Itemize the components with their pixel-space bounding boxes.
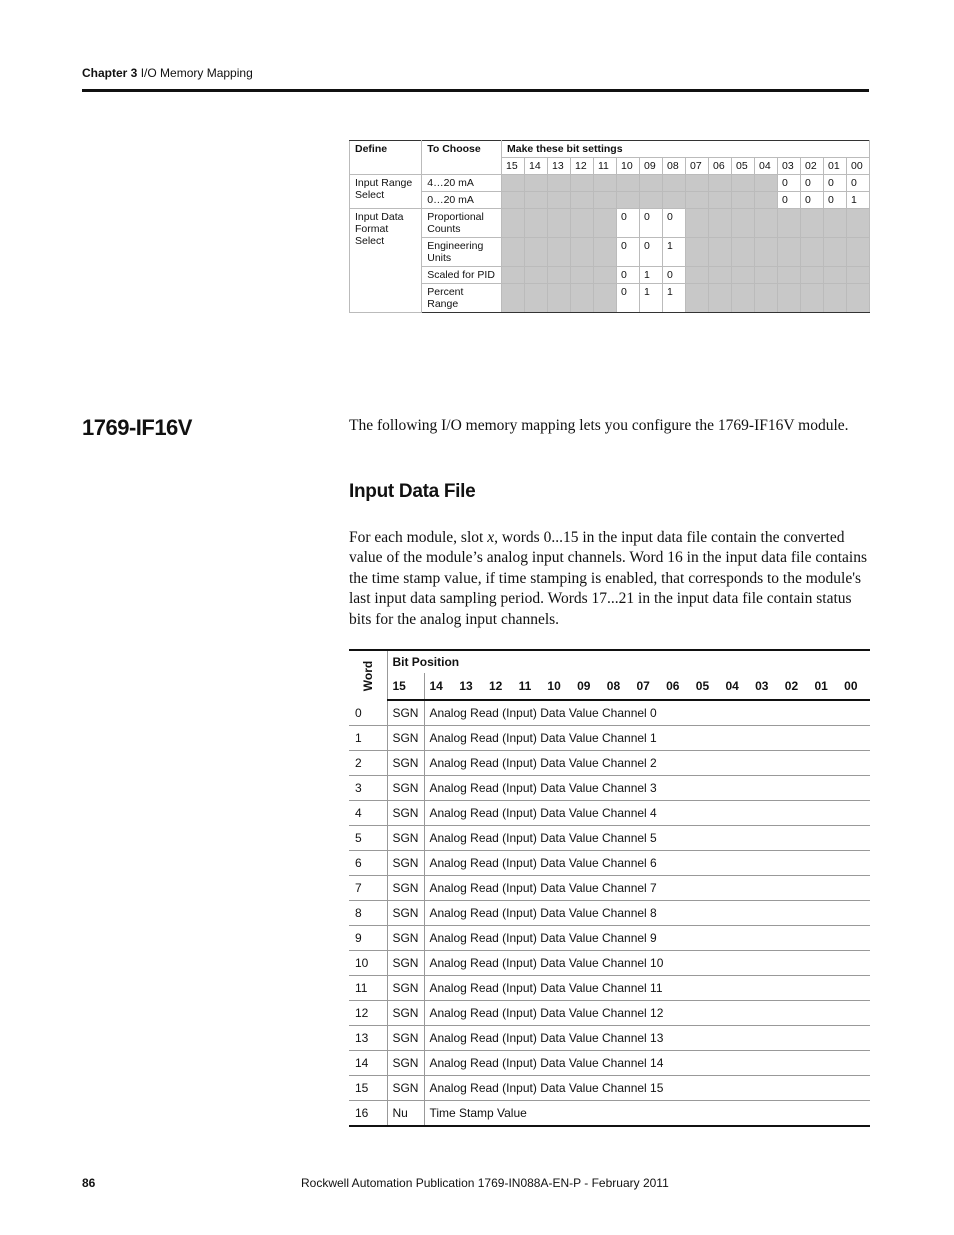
bit-cell: [755, 267, 778, 284]
bit-cell: 0: [617, 238, 640, 267]
word-cell: 7: [349, 876, 388, 901]
bit-cell: [686, 267, 709, 284]
header-rule: [82, 89, 869, 92]
description-cell: Analog Read (Input) Data Value Channel 12: [425, 1001, 870, 1026]
bit-cell: [847, 238, 870, 267]
bit15-cell: SGN: [388, 851, 425, 876]
table-row: [349, 776, 870, 801]
bit-cell: [709, 192, 732, 209]
table-row: [349, 901, 870, 926]
page-number: 86: [82, 1176, 96, 1190]
table2-bit-label-row: [349, 673, 870, 700]
table-row: [349, 951, 870, 976]
bit-cell: [755, 192, 778, 209]
bit-cell: [640, 175, 663, 192]
bit-cell: [571, 175, 594, 192]
bit-cell: [548, 267, 571, 284]
bit15-cell: Nu: [388, 1101, 425, 1127]
bit-cell: 0: [663, 209, 686, 238]
bit-cell: [732, 209, 755, 238]
bit-label: 04: [755, 158, 778, 175]
bit-cell: [824, 284, 847, 313]
bit-label: 12: [571, 158, 594, 175]
description-cell: Analog Read (Input) Data Value Channel 8: [425, 901, 870, 926]
description-cell: Analog Read (Input) Data Value Channel 6: [425, 851, 870, 876]
bit-cell: [571, 209, 594, 238]
bit-cell: [709, 238, 732, 267]
bit-cell: [801, 284, 824, 313]
bit-cell: [709, 175, 732, 192]
bit-label: 02: [781, 673, 811, 700]
choose-cell: Proportional Counts: [422, 209, 502, 238]
bit-cell: [502, 192, 525, 209]
bit-cell: [594, 267, 617, 284]
bit-cell: 0: [617, 209, 640, 238]
word-header: [349, 650, 388, 700]
table-row: [349, 876, 870, 901]
bit-cell: [755, 209, 778, 238]
bit-cell: [548, 209, 571, 238]
bit-cell: [709, 267, 732, 284]
bit-cell: [571, 238, 594, 267]
bit-cell: 0: [617, 284, 640, 313]
description-cell: Analog Read (Input) Data Value Channel 0: [425, 700, 870, 726]
bit15-cell: SGN: [388, 901, 425, 926]
bit15-cell: SGN: [388, 976, 425, 1001]
bit-label: 03: [751, 673, 781, 700]
bit-cell: [571, 267, 594, 284]
word-cell: 10: [349, 951, 388, 976]
table1-row: [350, 192, 870, 209]
bit-cell: 1: [640, 267, 663, 284]
bit-cell: [686, 175, 709, 192]
bit-label: 10: [617, 158, 640, 175]
word-cell: 14: [349, 1051, 388, 1076]
table-row: [349, 976, 870, 1001]
bit-cell: 1: [663, 238, 686, 267]
bit-cell: [617, 175, 640, 192]
bit-cell: 0: [824, 192, 847, 209]
bit-cell: [502, 267, 525, 284]
publication-info: Rockwell Automation Publication 1769-IN088A-EN-P - February 2011: [301, 1176, 669, 1190]
bit-cell: 0: [640, 238, 663, 267]
chapter-label: Chapter 3: [82, 66, 138, 80]
description-cell: Analog Read (Input) Data Value Channel 4: [425, 801, 870, 826]
bit-label: 07: [686, 158, 709, 175]
bit-label: 05: [692, 673, 722, 700]
bit-cell: [709, 284, 732, 313]
bit-cell: [778, 284, 801, 313]
bit-settings-header: Make these bit settings: [502, 141, 870, 158]
table1-header-row: [350, 141, 870, 158]
bit-cell: [594, 175, 617, 192]
bit-cell: 0: [778, 192, 801, 209]
bit-cell: [778, 238, 801, 267]
bit15-cell: SGN: [388, 776, 425, 801]
bit15-cell: SGN: [388, 726, 425, 751]
word-cell: 16: [349, 1101, 388, 1127]
bit-cell: [571, 284, 594, 313]
word-cell: 8: [349, 901, 388, 926]
bit-cell: 0: [824, 175, 847, 192]
bit-cell: 0: [801, 192, 824, 209]
description-cell: Analog Read (Input) Data Value Channel 10: [425, 951, 870, 976]
bit-cell: [847, 267, 870, 284]
bit-cell: 1: [640, 284, 663, 313]
bit-cell: [732, 284, 755, 313]
bit15-cell: SGN: [388, 700, 425, 726]
word-header-label: Word: [361, 660, 376, 691]
description-cell: Analog Read (Input) Data Value Channel 1: [425, 726, 870, 751]
chapter-title: I/O Memory Mapping: [140, 66, 253, 80]
word-cell: 2: [349, 751, 388, 776]
bit-settings-table: [349, 140, 870, 313]
bit15-cell: SGN: [388, 876, 425, 901]
bit-cell: [755, 175, 778, 192]
bit-cell: [686, 238, 709, 267]
bit-cell: [778, 209, 801, 238]
bit-cell: 0: [617, 267, 640, 284]
bit-cell: [525, 284, 548, 313]
bit-label: 15: [388, 673, 425, 700]
bit-label: 06: [662, 673, 692, 700]
bit-cell: [686, 209, 709, 238]
para-slot-variable: x: [487, 529, 495, 546]
bit-cell: [525, 175, 548, 192]
bit-cell: [525, 192, 548, 209]
bit-cell: [801, 238, 824, 267]
define-cell: Input Range Select: [350, 175, 422, 209]
table-row: [349, 1026, 870, 1051]
table-row: [349, 1051, 870, 1076]
bit-label: 01: [824, 158, 847, 175]
bit-cell: [525, 238, 548, 267]
bit-cell: [640, 192, 663, 209]
choose-cell: 4…20 mA: [422, 175, 502, 192]
word-cell: 9: [349, 926, 388, 951]
section-intro: The following I/O memory mapping lets you configure the 1769-IF16V module.: [349, 417, 849, 434]
bit-label: 09: [573, 673, 603, 700]
bit-cell: 1: [847, 192, 870, 209]
bit-cell: [502, 284, 525, 313]
description-cell: Analog Read (Input) Data Value Channel 5: [425, 826, 870, 851]
bit-cell: [663, 175, 686, 192]
bit-cell: 0: [801, 175, 824, 192]
bit-cell: [571, 192, 594, 209]
bit-cell: [801, 267, 824, 284]
bit-cell: [686, 284, 709, 313]
bit-cell: [732, 175, 755, 192]
description-cell: Analog Read (Input) Data Value Channel 9: [425, 926, 870, 951]
section-title: 1769-IF16V: [82, 415, 192, 440]
word-cell: 4: [349, 801, 388, 826]
description-cell: Analog Read (Input) Data Value Channel 2: [425, 751, 870, 776]
bit-label: 00: [840, 673, 870, 700]
table-row: [349, 801, 870, 826]
bit15-cell: SGN: [388, 1076, 425, 1101]
bit-cell: [778, 267, 801, 284]
bit-cell: [548, 192, 571, 209]
word-cell: 1: [349, 726, 388, 751]
description-cell: Analog Read (Input) Data Value Channel 11: [425, 976, 870, 1001]
table-row: [349, 726, 870, 751]
description-cell: Analog Read (Input) Data Value Channel 15: [425, 1076, 870, 1101]
bit-cell: [502, 175, 525, 192]
bit15-cell: SGN: [388, 751, 425, 776]
choose-cell: Engineering Units: [422, 238, 502, 267]
description-cell: Analog Read (Input) Data Value Channel 13: [425, 1026, 870, 1051]
define-cell: Input Data Format Select: [350, 209, 422, 313]
bit-label: 01: [810, 673, 840, 700]
bit-cell: [502, 238, 525, 267]
table1-row: [350, 209, 870, 238]
bit-label: 14: [525, 158, 548, 175]
description-cell: Analog Read (Input) Data Value Channel 14: [425, 1051, 870, 1076]
table-row: [349, 1101, 870, 1127]
bit-cell: [732, 238, 755, 267]
bit15-cell: SGN: [388, 801, 425, 826]
table2-header-row: [349, 650, 870, 673]
table1-row: [350, 284, 870, 313]
bit-label: 03: [778, 158, 801, 175]
choose-cell: Scaled for PID: [422, 267, 502, 284]
bit-cell: [548, 238, 571, 267]
bit-cell: [525, 209, 548, 238]
bit-label: 06: [709, 158, 732, 175]
bit-cell: [594, 209, 617, 238]
bit-cell: 0: [640, 209, 663, 238]
table-row: [349, 751, 870, 776]
bit-position-header: Bit Position: [388, 650, 870, 673]
table-row: [349, 851, 870, 876]
bit-cell: [525, 267, 548, 284]
para-part-a: For each module, slot: [349, 529, 488, 546]
bit-label: 13: [455, 673, 485, 700]
bit15-cell: SGN: [388, 1051, 425, 1076]
bit-cell: [755, 284, 778, 313]
para-part-b: , words 0...15 in the input data file contain the converted value of the module’s analog input channels. Word 16 in the input data file contains the time stamp value, if time stamping is enabled, that corresponds to the module's last input data sampling period. Words 17...21 in the input data file contain status bits for the analog input channels.: [349, 529, 868, 628]
bit-label: 08: [663, 158, 686, 175]
table-row: [349, 1076, 870, 1101]
bit-label: 12: [485, 673, 515, 700]
bit-cell: [732, 192, 755, 209]
input-data-file-table: [349, 649, 870, 1127]
word-cell: 0: [349, 700, 388, 726]
table1-row: [350, 238, 870, 267]
bit-cell: 0: [778, 175, 801, 192]
bit-cell: [502, 209, 525, 238]
bit-cell: 1: [663, 284, 686, 313]
word-cell: 5: [349, 826, 388, 851]
table1-row: [350, 175, 870, 192]
input-data-paragraph: [349, 528, 869, 630]
bit-cell: [686, 192, 709, 209]
bit-cell: [847, 209, 870, 238]
table1-row: [350, 267, 870, 284]
bit-label: 14: [425, 673, 455, 700]
subsection-title: Input Data File: [349, 481, 476, 502]
bit-cell: [594, 284, 617, 313]
word-cell: 15: [349, 1076, 388, 1101]
bit15-cell: SGN: [388, 926, 425, 951]
description-cell: Time Stamp Value: [425, 1101, 870, 1127]
bit-label: 05: [732, 158, 755, 175]
bit-cell: [801, 209, 824, 238]
bit-cell: [594, 192, 617, 209]
to-choose-header: To Choose: [422, 141, 502, 175]
bit-label: 08: [603, 673, 633, 700]
choose-cell: Percent Range: [422, 284, 502, 313]
bit-cell: [594, 238, 617, 267]
bit-label: 11: [515, 673, 544, 700]
bit15-cell: SGN: [388, 826, 425, 851]
bit-cell: [824, 267, 847, 284]
word-cell: 3: [349, 776, 388, 801]
table-row: [349, 926, 870, 951]
bit-cell: [617, 192, 640, 209]
word-cell: 13: [349, 1026, 388, 1051]
bit-label: 11: [594, 158, 617, 175]
bit15-cell: SGN: [388, 1026, 425, 1051]
bit-cell: [709, 209, 732, 238]
bit-label: 09: [640, 158, 663, 175]
bit-label: 07: [632, 673, 662, 700]
bit-cell: 0: [663, 267, 686, 284]
bit-cell: 0: [847, 175, 870, 192]
bit-label: 10: [543, 673, 573, 700]
running-header: [82, 66, 253, 80]
bit-label: 13: [548, 158, 571, 175]
define-header: Define: [350, 141, 422, 175]
table-row: [349, 1001, 870, 1026]
word-cell: 11: [349, 976, 388, 1001]
bit-cell: [663, 192, 686, 209]
description-cell: Analog Read (Input) Data Value Channel 7: [425, 876, 870, 901]
bit-label: 00: [847, 158, 870, 175]
description-cell: Analog Read (Input) Data Value Channel 3: [425, 776, 870, 801]
bit-cell: [548, 284, 571, 313]
word-cell: 6: [349, 851, 388, 876]
bit-cell: [732, 267, 755, 284]
choose-cell: 0…20 mA: [422, 192, 502, 209]
bit-cell: [755, 238, 778, 267]
bit-label: 02: [801, 158, 824, 175]
word-cell: 12: [349, 1001, 388, 1026]
bit-label: 04: [721, 673, 751, 700]
bit-cell: [548, 175, 571, 192]
table-row: [349, 826, 870, 851]
bit-cell: [824, 238, 847, 267]
bit-cell: [847, 284, 870, 313]
table-row: [349, 700, 870, 726]
bit15-cell: SGN: [388, 951, 425, 976]
bit15-cell: SGN: [388, 1001, 425, 1026]
bit-label: 15: [502, 158, 525, 175]
bit-cell: [824, 209, 847, 238]
